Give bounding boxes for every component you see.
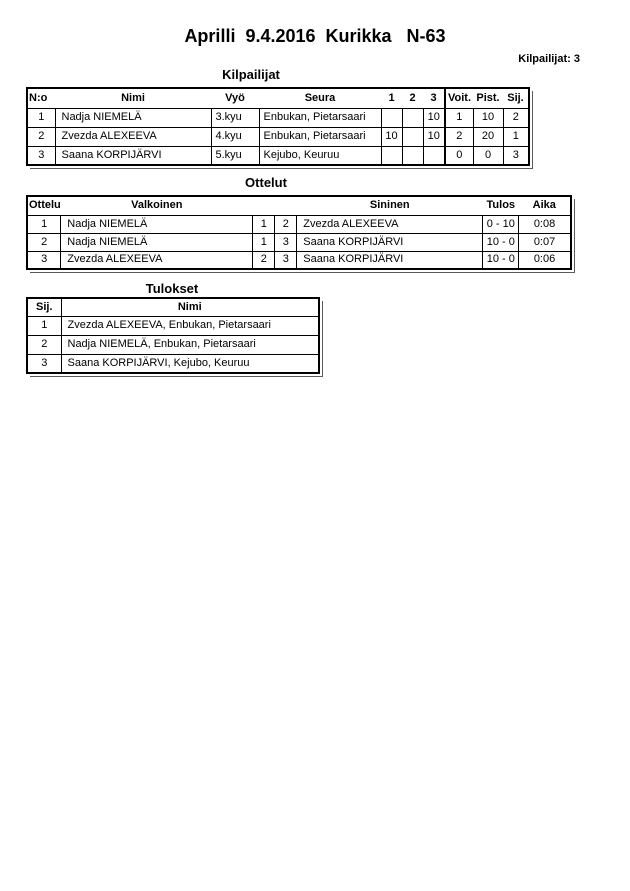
competitors-heading: Kilpailijat bbox=[222, 67, 280, 82]
cell-time: 0:06 bbox=[519, 251, 571, 269]
cell-time: 0:07 bbox=[519, 233, 571, 251]
cell-belt: 4.kyu bbox=[211, 127, 259, 146]
col-header-points: Pist. bbox=[473, 88, 503, 108]
cell-round1-score: 10 bbox=[381, 127, 402, 146]
result-row bbox=[27, 335, 319, 354]
col-header-round1: 1 bbox=[381, 88, 402, 108]
match-row bbox=[27, 233, 571, 251]
cell-round3-score: 10 bbox=[423, 108, 445, 127]
cell-points: 20 bbox=[473, 127, 503, 146]
cell-result: 0 - 10 bbox=[483, 215, 519, 233]
cell-place: 3 bbox=[503, 146, 529, 165]
cell-white-no: 1 bbox=[253, 215, 275, 233]
col-header-time: Aika bbox=[519, 196, 571, 215]
competitors-count-label: Kilpailijat: 3 bbox=[518, 53, 580, 65]
cell-round1-score bbox=[381, 108, 402, 127]
col-header-result: Tulos bbox=[483, 196, 519, 215]
col-header-place: Sij. bbox=[503, 88, 529, 108]
competitor-row bbox=[27, 146, 529, 165]
cell-name: Saana KORPIJÄRVI bbox=[55, 146, 211, 165]
result-row bbox=[27, 354, 319, 373]
matches-header-row bbox=[27, 196, 571, 215]
cell-result: 10 - 0 bbox=[483, 251, 519, 269]
cell-name: Nadja NIEMELÄ, Enbukan, Pietarsaari bbox=[61, 335, 319, 354]
results-table bbox=[26, 297, 320, 374]
cell-name: Zvezda ALEXEEVA bbox=[55, 127, 211, 146]
cell-time: 0:08 bbox=[519, 215, 571, 233]
cell-white-no: 2 bbox=[253, 251, 275, 269]
cell-wins: 2 bbox=[445, 127, 473, 146]
results-heading: Tulokset bbox=[145, 281, 199, 296]
cell-white-name: Nadja NIEMELÄ bbox=[61, 215, 253, 233]
cell-club: Enbukan, Pietarsaari bbox=[259, 127, 381, 146]
cell-white-name: Zvezda ALEXEEVA bbox=[61, 251, 253, 269]
result-row bbox=[27, 316, 319, 335]
cell-white-name: Nadja NIEMELÄ bbox=[61, 233, 253, 251]
cell-wins: 1 bbox=[445, 108, 473, 127]
match-row bbox=[27, 251, 571, 269]
cell-place: 3 bbox=[27, 354, 61, 373]
competitors-table-wrapper bbox=[26, 87, 530, 166]
cell-match-no: 1 bbox=[27, 215, 61, 233]
cell-round1-score bbox=[381, 146, 402, 165]
cell-belt: 5.kyu bbox=[211, 146, 259, 165]
cell-blue-name: Saana KORPIJÄRVI bbox=[297, 233, 483, 251]
matches-table bbox=[26, 195, 572, 270]
col-header-belt: Vyö bbox=[211, 88, 259, 108]
col-header-place: Sij. bbox=[27, 298, 61, 316]
cell-belt: 3.kyu bbox=[211, 108, 259, 127]
cell-blue-no: 3 bbox=[275, 251, 297, 269]
col-header-white-no bbox=[253, 196, 275, 215]
cell-place: 1 bbox=[503, 127, 529, 146]
col-header-match-no: Ottelu bbox=[27, 196, 61, 215]
cell-wins: 0 bbox=[445, 146, 473, 165]
cell-blue-name: Saana KORPIJÄRVI bbox=[297, 251, 483, 269]
col-header-name: Nimi bbox=[55, 88, 211, 108]
cell-place: 2 bbox=[27, 335, 61, 354]
cell-points: 0 bbox=[473, 146, 503, 165]
cell-round3-score bbox=[423, 146, 445, 165]
cell-place: 2 bbox=[503, 108, 529, 127]
col-header-round3: 3 bbox=[423, 88, 445, 108]
match-row bbox=[27, 215, 571, 233]
col-header-white: Valkoinen bbox=[61, 196, 253, 215]
cell-result: 10 - 0 bbox=[483, 233, 519, 251]
cell-club: Kejubo, Keuruu bbox=[259, 146, 381, 165]
matches-heading: Ottelut bbox=[245, 175, 287, 190]
cell-blue-no: 2 bbox=[275, 215, 297, 233]
col-header-wins: Voit. bbox=[445, 88, 473, 108]
cell-no: 2 bbox=[27, 127, 55, 146]
cell-match-no: 3 bbox=[27, 251, 61, 269]
competitors-table bbox=[26, 87, 530, 166]
cell-white-no: 1 bbox=[253, 233, 275, 251]
competitor-row bbox=[27, 127, 529, 146]
competitors-header-row bbox=[27, 88, 529, 108]
col-header-blue-no bbox=[275, 196, 297, 215]
cell-name: Nadja NIEMELÄ bbox=[55, 108, 211, 127]
cell-round2-score bbox=[402, 127, 423, 146]
matches-table-wrapper bbox=[26, 195, 572, 270]
cell-round2-score bbox=[402, 108, 423, 127]
cell-points: 10 bbox=[473, 108, 503, 127]
cell-match-no: 2 bbox=[27, 233, 61, 251]
cell-name: Zvezda ALEXEEVA, Enbukan, Pietarsaari bbox=[61, 316, 319, 335]
page-title: Aprilli 9.4.2016 Kurikka N-63 bbox=[184, 26, 446, 46]
results-table-wrapper bbox=[26, 297, 320, 374]
competitor-row bbox=[27, 108, 529, 127]
cell-blue-name: Zvezda ALEXEEVA bbox=[297, 215, 483, 233]
cell-no: 3 bbox=[27, 146, 55, 165]
col-header-round2: 2 bbox=[402, 88, 423, 108]
cell-name: Saana KORPIJÄRVI, Kejubo, Keuruu bbox=[61, 354, 319, 373]
col-header-name: Nimi bbox=[61, 298, 319, 316]
col-header-no: N:o bbox=[27, 88, 55, 108]
col-header-club: Seura bbox=[259, 88, 381, 108]
cell-club: Enbukan, Pietarsaari bbox=[259, 108, 381, 127]
col-header-blue: Sininen bbox=[297, 196, 483, 215]
cell-round3-score: 10 bbox=[423, 127, 445, 146]
results-header-row bbox=[27, 298, 319, 316]
cell-no: 1 bbox=[27, 108, 55, 127]
cell-blue-no: 3 bbox=[275, 233, 297, 251]
cell-round2-score bbox=[402, 146, 423, 165]
cell-place: 1 bbox=[27, 316, 61, 335]
